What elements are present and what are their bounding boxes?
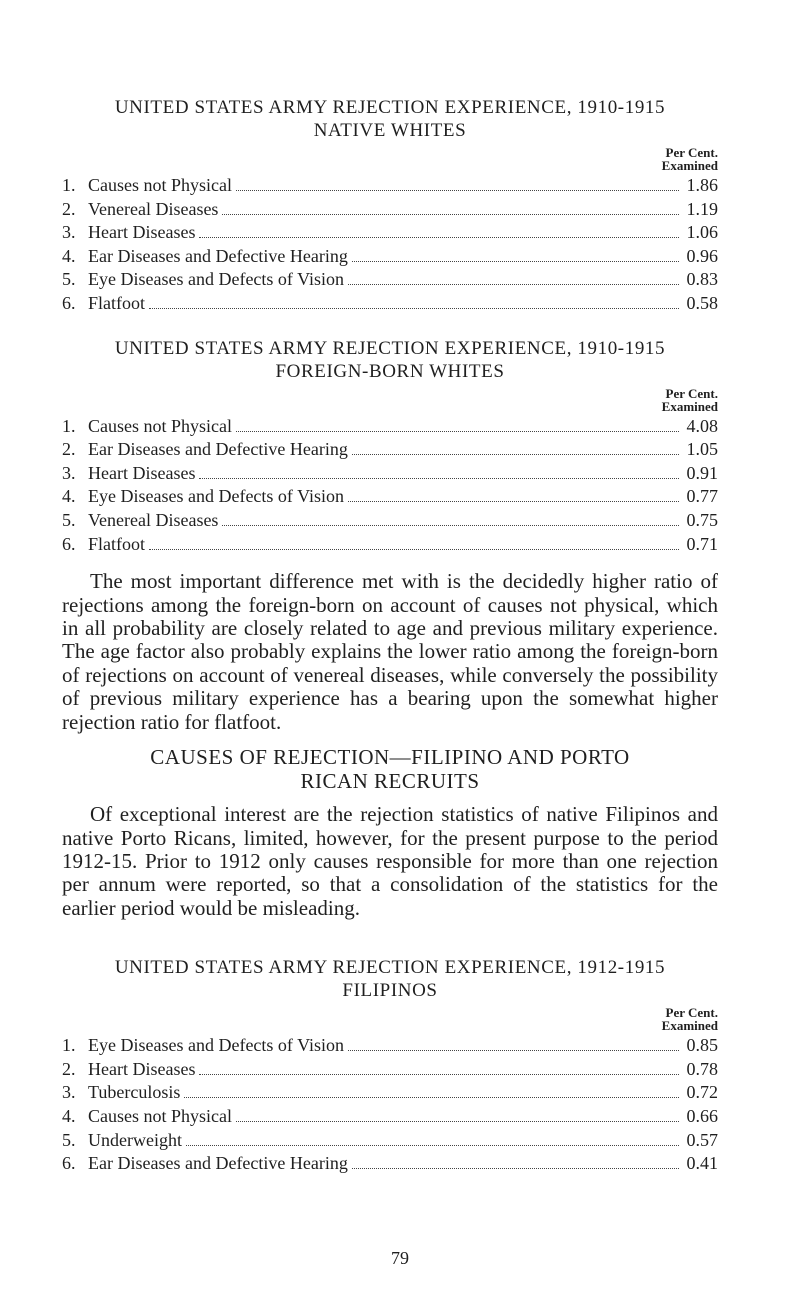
- row-number: 5.: [62, 509, 76, 530]
- row-number: 6.: [62, 292, 76, 313]
- row-number: 1.: [62, 1035, 76, 1056]
- table-subtitle: FILIPINOS: [342, 980, 438, 1002]
- table-rows: [62, 174, 718, 316]
- row-value: 0.78: [686, 1058, 718, 1079]
- page-number: 79: [391, 1248, 409, 1268]
- row-value: 1.86: [686, 175, 718, 195]
- column-header: [62, 146, 718, 172]
- table-row: [62, 1034, 718, 1058]
- table-row: [62, 268, 718, 292]
- document-page: [62, 96, 718, 1176]
- table-row: [62, 1129, 718, 1153]
- row-label: Venereal Diseases: [88, 509, 219, 530]
- row-value: 0.57: [686, 1129, 718, 1150]
- row-label: Ear Diseases and Defective Hearing: [88, 439, 348, 460]
- body-paragraph: [62, 570, 718, 734]
- row-number: 1.: [62, 175, 76, 195]
- row-number: 3.: [62, 222, 76, 243]
- row-label: Underweight: [88, 1129, 182, 1150]
- column-header: [62, 387, 718, 413]
- row-value: 0.77: [686, 486, 718, 507]
- row-label: Causes not Physical: [88, 1105, 232, 1126]
- table-row: [62, 509, 718, 533]
- row-label: Heart Diseases: [88, 462, 196, 483]
- row-value: 0.72: [686, 1082, 718, 1103]
- row-number: 6.: [62, 1153, 76, 1174]
- dot-leader: [236, 1121, 679, 1122]
- row-value: 0.75: [686, 509, 718, 530]
- table-foreign-born-whites: [62, 337, 718, 557]
- table-title: UNITED STATES ARMY REJECTION EXPERIENCE, 1910-1915: [114, 97, 666, 118]
- row-label: Ear Diseases and Defective Hearing: [88, 1153, 348, 1174]
- table-row: [62, 174, 718, 198]
- table-row: [62, 485, 718, 509]
- dot-leader: [199, 478, 679, 479]
- column-header-line: Per Cent.: [665, 385, 718, 401]
- row-label: Flatfoot: [88, 292, 145, 313]
- row-number: 2.: [62, 198, 76, 219]
- row-value: 0.83: [686, 269, 718, 290]
- dot-leader: [222, 214, 679, 215]
- row-value: 0.41: [686, 1153, 718, 1174]
- dot-leader: [352, 261, 679, 262]
- column-header: [62, 1006, 718, 1032]
- row-number: 4.: [62, 1105, 76, 1126]
- table-subtitle: NATIVE WHITES: [313, 120, 467, 141]
- table-subtitle: FOREIGN-BORN WHITES: [275, 360, 505, 382]
- row-value: 1.05: [686, 439, 718, 460]
- dot-leader: [352, 454, 679, 455]
- section-heading-line: CAUSES OF REJECTION—FILIPINO AND PORTO: [150, 744, 630, 769]
- dot-leader: [186, 1145, 679, 1146]
- table-row: [62, 1058, 718, 1082]
- row-value: 0.66: [686, 1105, 718, 1126]
- dot-leader: [236, 190, 679, 191]
- column-header-line: Examined: [661, 1018, 718, 1034]
- dot-leader: [348, 284, 679, 285]
- dot-leader: [352, 1168, 679, 1169]
- dot-leader: [222, 525, 679, 526]
- row-label: Eye Diseases and Defects of Vision: [88, 269, 345, 290]
- row-label: Heart Diseases: [88, 222, 196, 243]
- row-number: 3.: [62, 1082, 76, 1103]
- dot-leader: [199, 237, 679, 238]
- row-label: Causes not Physical: [88, 175, 232, 195]
- table-row: [62, 533, 718, 557]
- dot-leader: [184, 1097, 679, 1098]
- row-number: 5.: [62, 1129, 76, 1150]
- paragraph-text: Of exceptional interest are the rejection statistics of native Filipinos and native Porto Ricans, limited, however, for the present purpose to the period 1912-15. Prior to 1912 only causes responsible for more than one rejection per annum were reported, so that a consolidation of the statistics for the earlier period would be misleading.: [62, 802, 718, 920]
- table-row: [62, 438, 718, 462]
- row-number: 4.: [62, 245, 76, 266]
- dot-leader: [348, 501, 679, 502]
- table-row: [62, 415, 718, 439]
- row-value: 1.06: [686, 222, 718, 243]
- row-number: 2.: [62, 439, 76, 460]
- table-row: [62, 245, 718, 269]
- table-title: UNITED STATES ARMY REJECTION EXPERIENCE, 1910-1915: [114, 337, 666, 359]
- dot-leader: [236, 431, 679, 432]
- column-header-line: Per Cent.: [665, 1005, 718, 1021]
- row-number: 1.: [62, 415, 76, 436]
- table-native-whites: [62, 96, 718, 316]
- row-value: 4.08: [686, 415, 718, 436]
- table-title: UNITED STATES ARMY REJECTION EXPERIENCE, 1912-1915: [114, 957, 666, 979]
- row-value: 0.96: [686, 245, 718, 266]
- table-rows: [62, 1034, 718, 1176]
- row-value: 0.58: [686, 292, 718, 313]
- table-filipinos: [62, 956, 718, 1176]
- row-number: 6.: [62, 533, 76, 554]
- row-label: Ear Diseases and Defective Hearing: [88, 245, 348, 266]
- table-row: [62, 221, 718, 245]
- row-label: Heart Diseases: [88, 1058, 196, 1079]
- paragraph-text: The most important difference met with is the decidedly higher ratio of rejections among the foreign-born on account of causes not physical, which in all probability are closely related to age and previous military experience. The age factor also probably explains the lower ratio among the foreign-born of rejections on account of venereal diseases, while conversely the possibility of previous military experience has a bearing upon the somewhat higher rejection ratio for flatfoot.: [62, 569, 718, 734]
- row-label: Flatfoot: [88, 533, 145, 554]
- table-row: [62, 292, 718, 316]
- row-number: 5.: [62, 269, 76, 290]
- row-number: 2.: [62, 1058, 76, 1079]
- column-header-line: Per Cent.: [665, 145, 718, 160]
- body-paragraph: [62, 803, 718, 920]
- table-rows: [62, 415, 718, 557]
- row-number: 3.: [62, 462, 76, 483]
- dot-leader: [348, 1050, 679, 1051]
- dot-leader: [199, 1074, 679, 1075]
- row-number: 4.: [62, 486, 76, 507]
- table-row: [62, 462, 718, 486]
- row-label: Eye Diseases and Defects of Vision: [88, 486, 345, 507]
- row-label: Eye Diseases and Defects of Vision: [88, 1035, 345, 1056]
- table-row: [62, 198, 718, 222]
- row-value: 0.71: [686, 533, 718, 554]
- section-heading: [62, 746, 718, 793]
- table-row: [62, 1081, 718, 1105]
- column-header-line: Examined: [661, 398, 718, 414]
- row-value: 0.91: [686, 462, 718, 483]
- section-heading-line: RICAN RECRUITS: [300, 768, 480, 793]
- table-row: [62, 1152, 718, 1176]
- row-label: Tuberculosis: [88, 1082, 181, 1103]
- table-row: [62, 1105, 718, 1129]
- row-value: 0.85: [686, 1035, 718, 1056]
- row-label: Venereal Diseases: [88, 198, 219, 219]
- dot-leader: [149, 549, 679, 550]
- column-header-line: Examined: [661, 158, 718, 173]
- dot-leader: [149, 308, 679, 309]
- row-value: 1.19: [686, 198, 718, 219]
- row-label: Causes not Physical: [88, 415, 232, 436]
